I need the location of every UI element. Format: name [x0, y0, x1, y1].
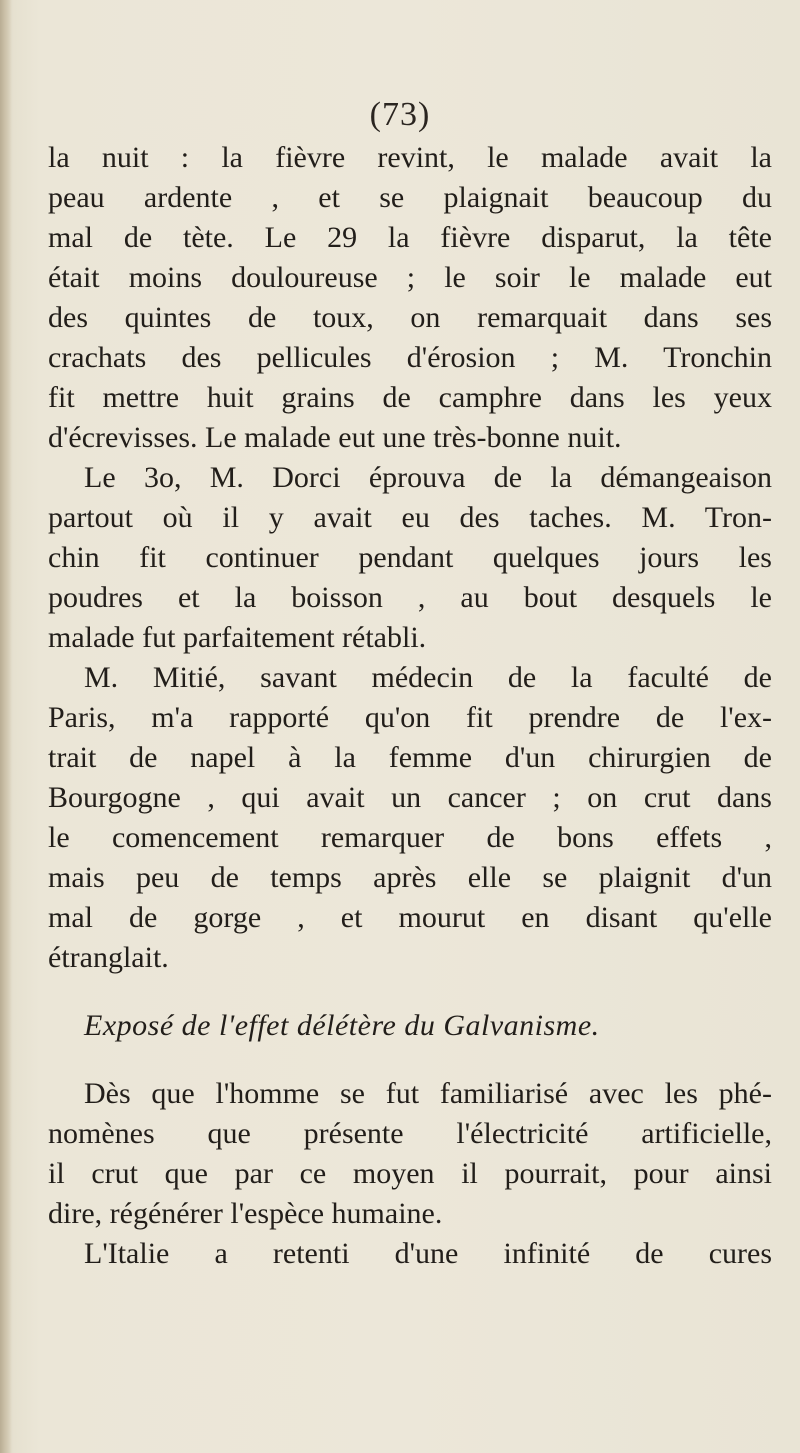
text-line: M. Mitié, savant médecin de la faculté de	[84, 661, 772, 694]
text-line: des quintes de toux, on remarquait dans ses	[48, 301, 772, 334]
text-line: la nuit : la fièvre revint, le malade avait la	[48, 141, 772, 174]
text-line: il crut que par ce moyen il pourrait, pour ainsi	[48, 1157, 772, 1190]
text-line: crachats des pellicules d'érosion ; M. Tronchin	[48, 341, 772, 374]
text-line: étranglait.	[48, 941, 169, 974]
page-binding-edge	[0, 0, 12, 1453]
text-line: poudres et la boisson , au bout desquels le	[48, 581, 772, 614]
section-heading: Exposé de l'effet délétère du Galvanisme.	[84, 1009, 600, 1042]
text-line: trait de napel à la femme d'un chirurgien de	[48, 741, 772, 774]
text-line: chin fit continuer pendant quelques jours les	[48, 541, 772, 574]
text-line: mal de tète. Le 29 la fièvre disparut, la tête	[48, 221, 772, 254]
text-line: dire, régénérer l'espèce humaine.	[48, 1197, 443, 1230]
text-line: Dès que l'homme se fut familiarisé avec les phé-	[84, 1077, 772, 1110]
text-line: le comencement remarquer de bons effets ,	[48, 821, 772, 854]
text-line: mal de gorge , et mourut en disant qu'elle	[48, 901, 772, 934]
text-line: Paris, m'a rapporté qu'on fit prendre de l'ex-	[48, 701, 772, 734]
body-text	[48, 138, 772, 1274]
text-line: peau ardente , et se plaignait beaucoup du	[48, 181, 772, 214]
text-line: Le 3o, M. Dorci éprouva de la démangeaison	[84, 461, 772, 494]
text-line: nomènes que présente l'électricité artificielle,	[48, 1117, 772, 1150]
text-line: était moins douloureuse ; le soir le malade eut	[48, 261, 772, 294]
page-number: (73)	[369, 96, 431, 133]
text-line: fit mettre huit grains de camphre dans les yeux	[48, 381, 772, 414]
text-line: Bourgogne , qui avait un cancer ; on crut dans	[48, 781, 772, 814]
text-line: L'Italie a retenti d'une infinité de cures	[84, 1237, 772, 1270]
text-line: mais peu de temps après elle se plaignit d'un	[48, 861, 772, 894]
text-line: malade fut parfaitement rétabli.	[48, 621, 427, 654]
text-line: partout où il y avait eu des taches. M. Tron-	[48, 501, 772, 534]
text-line: d'écrevisses. Le malade eut une très-bonne nuit.	[48, 421, 622, 454]
